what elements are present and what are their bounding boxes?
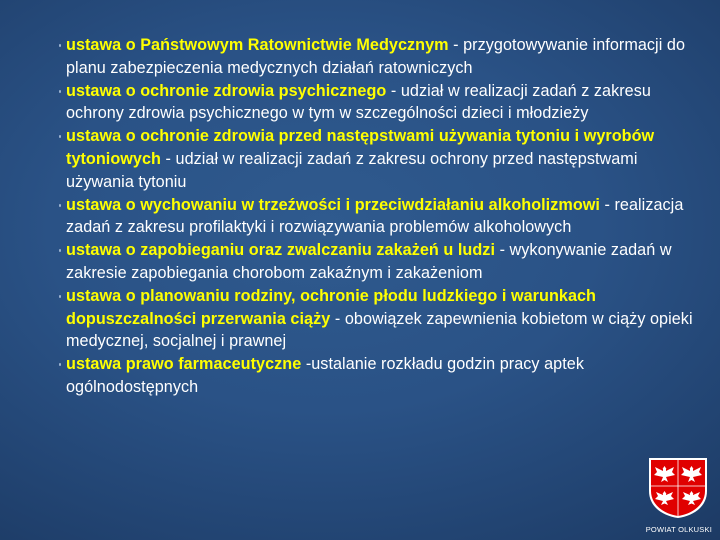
- list-item: [0, 239, 720, 285]
- emblem-caption: POWIAT OLKUSKI: [645, 525, 712, 534]
- law-title: ustawa prawo farmaceutyczne: [66, 355, 302, 374]
- law-description: - udział w realizacji zadań z zakresu ochrony zdrowia psychicznego w tym w szczególności dzieci i młodzieży: [66, 81, 651, 123]
- law-title: ustawa o ochronie zdrowia psychicznego: [66, 81, 387, 100]
- bullet-marker-icon: [59, 249, 61, 252]
- law-description: - obowiązek zapewnienia kobietom w ciąży opieki medycznej, socjalnej i prawnej: [66, 309, 693, 351]
- law-description: -ustalanie rozkładu godzin pracy aptek ogólnodostępnych: [66, 355, 584, 396]
- law-title: ustawa o Państwowym Ratownictwie Medycznym: [66, 36, 449, 54]
- list-item: [0, 285, 720, 353]
- list-item: [0, 34, 720, 80]
- law-description: - udział w realizacji zadań z zakresu ochrony przed następstwami używania tytoniu: [66, 149, 638, 191]
- law-description: - wykonywanie zadań w zakresie zapobiegania chorobom zakaźnym i zakażeniom: [66, 241, 672, 282]
- list-item: [0, 353, 720, 399]
- bullet-marker-icon: [59, 135, 61, 138]
- bullet-marker-icon: [59, 204, 61, 207]
- law-title: ustawa o wychowaniu w trzeźwości i przeciwdziałaniu alkoholizmowi: [66, 195, 600, 214]
- list-item: [0, 80, 720, 126]
- bullet-marker-icon: [59, 295, 61, 298]
- bullet-marker-icon: [59, 44, 61, 47]
- law-title: ustawa o zapobieganiu oraz zwalczaniu zakażeń u ludzi: [66, 241, 496, 260]
- bullet-marker-icon: [59, 90, 61, 93]
- list-item: [0, 125, 720, 193]
- bullet-marker-icon: [59, 363, 61, 366]
- bullet-list: [0, 34, 720, 399]
- law-description: - realizacja zadań z zakresu profilaktyki i rozwiązywania problemów alkoholowych: [66, 195, 684, 237]
- law-title: ustawa o ochronie zdrowia przed następstwami używania tytoniu i wyrobów tytoniowych: [66, 127, 655, 168]
- law-description: - przygotowywanie informacji do planu zabezpieczenia medycznych działań ratowniczych: [66, 36, 686, 77]
- coat-of-arms-icon: [648, 457, 708, 519]
- law-title: ustawa o planowaniu rodziny, ochronie płodu ludzkiego i warunkach dopuszczalności przerwania ciąży: [66, 286, 596, 328]
- list-item: [0, 194, 720, 240]
